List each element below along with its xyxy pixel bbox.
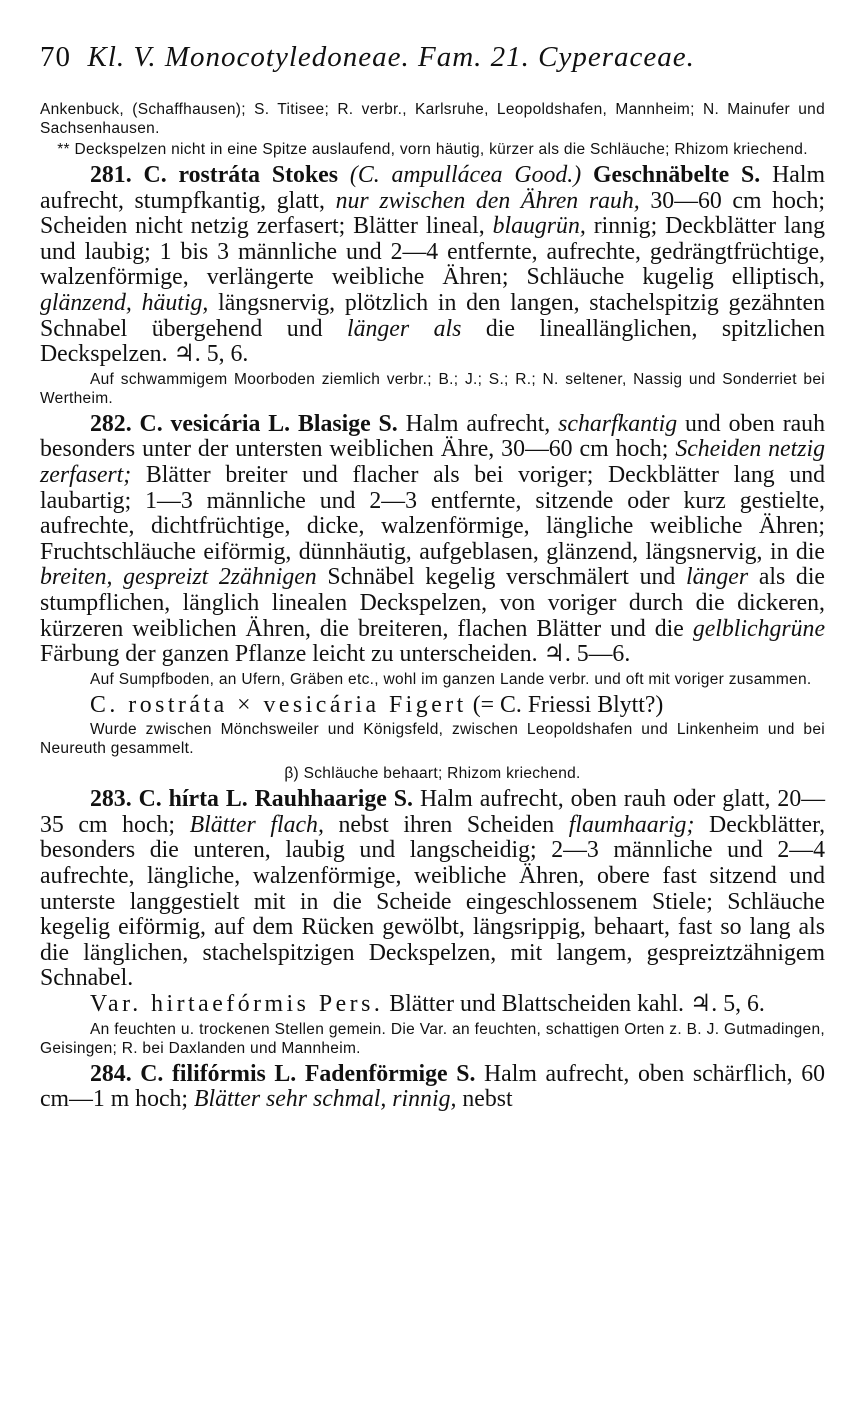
species-281-description (40, 163, 825, 368)
running-title: Kl. V. Monocotyledoneae. Fam. 21. Cyperaceae. (87, 41, 695, 73)
italic-run: Blätter flach, (189, 811, 324, 838)
species-282-description (40, 412, 825, 668)
italic-run: nur zwischen den Ähren rauh, (335, 187, 640, 214)
group-key-deckspelzen: ** Deckspelzen nicht in eine Spitze auslaufend, vorn häutig, kürzer als die Schläuche; Rhizom kriechend. (57, 141, 808, 158)
italic-run: breiten, gespreizt 2zähnigen (40, 564, 317, 591)
species-284-common-name: Fadenförmige S. (304, 1060, 476, 1087)
text-run: rinnig; Deckblätter lang und laubig; 1 bis 3 männliche und 2—4 entfernte, aufrechte, gedrängtfrüchtige, walzenförmige, verlängerte weibliche Ähren; Schläuche kugelig elliptisch, (40, 213, 825, 291)
hybrid-name: C. rostráta × vesicária Figert (90, 691, 467, 718)
text-run: als die stumpflichen, länglich linealen Deckspelzen, von voriger durch die dickeren, kürzeren weiblichen Ähren, die breiteren, flachen Blätter und die (40, 564, 825, 642)
text-run: die lineallänglichen, spitzlichen Deckspelzen. ♃. 5, 6. (40, 315, 825, 368)
italic-run: blaugrün, (492, 213, 586, 240)
text-run: (= C. Friessi Blytt?) (472, 691, 664, 718)
species-282-name: 282. C. vesicária L. (90, 410, 291, 437)
italic-run: flaumhaarig; (568, 811, 695, 838)
italic-run: glänzend, häutig, (40, 289, 209, 316)
page-header (40, 30, 825, 84)
text-run: Blätter breiter und flacher als bei voriger; Deckblätter lang und laubartig; 1—3 männliche und 2—3 entfernte, sitzende oder kurz gestielte, aufrechte, dichtfrüchtige, dicke, walzenförmige, längliche weibliche Ähren; Fruchtschläuche eiförmig, dünnhäutig, aufgeblasen, glänzend, längsnervig, in die (40, 461, 825, 565)
italic-run: Scheiden netzig zerfasert; (40, 436, 825, 488)
text-run: Färbung der ganzen Pflanze leicht zu unterscheiden. ♃. 5—6. (40, 641, 631, 668)
species-283-common-name: Rauhhaarige S. (254, 786, 413, 813)
species-284-description (40, 1062, 825, 1113)
italic-run: Blätter sehr schmal, rinnig, (194, 1086, 457, 1113)
text-run: und oben rauh besonders unter der untersten weiblichen Ähre, 30—60 cm hoch; (40, 410, 825, 463)
species-283-habitat: An feuchten u. trockenen Stellen gemein. Die Var. an feuchten, schattigen Orten z. B. J. Gutmadingen, Geisingen; R. bei Daxlanden und Mannheim. (40, 1020, 825, 1057)
species-283-description (40, 787, 825, 992)
species-284-name: 284. C. filifórmis L. (90, 1060, 297, 1087)
text-run: 30—60 cm hoch; Scheiden nicht netzig zerfasert; Blätter lineal, (40, 187, 826, 240)
species-282-common-name: Blasige S. (297, 410, 398, 437)
species-281-habitat: Auf schwammigem Moorboden ziemlich verbr.; B.; J.; S.; R.; N. seltener, Nassig und Sonderriet bei Wertheim. (40, 370, 825, 407)
text-run: Blätter und Blattscheiden kahl. ♃. 5, 6. (389, 991, 765, 1018)
hybrid-locality: Wurde zwischen Mönchsweiler und Königsfeld, zwischen Leopoldshafen und Linkenheim und bei Neureuth gesammelt. (40, 721, 825, 758)
text-run: Halm aufrecht, (405, 410, 551, 437)
species-281-name: 281. C. rostráta Stokes (90, 162, 339, 188)
text-run: nebst (462, 1086, 513, 1113)
species-283-name: 283. C. hírta L. (90, 786, 248, 813)
italic-run: länger (685, 564, 749, 591)
text-run: Halm aufrecht, oben rauh oder glatt, 20—35 cm hoch; (40, 786, 826, 838)
italic-run: länger als (347, 315, 462, 342)
species-282-habitat: Auf Sumpfboden, an Ufern, Gräben etc., wohl im ganzen Lande verbr. und oft mit voriger zusammen. (90, 670, 812, 688)
page-content (40, 30, 825, 1113)
text-run: längsnervig, plötzlich in den langen, stachelspitzig gezähnten Schnabel übergehend und (40, 289, 825, 342)
species-281-common-name: Geschnäbelte S. (593, 162, 761, 188)
hybrid-description (40, 693, 825, 719)
locality-paragraph: Ankenbuck, (Schaffhausen); S. Titisee; R. verbr., Karlsruhe, Leopoldshafen, Mannheim; N. Mainufer und Sachsenhausen. (40, 101, 825, 137)
page-number: 70 (40, 41, 71, 73)
text-run: Deckblätter, besonders die unteren, laubig und langscheidig; 2—3 männliche und 2—4 aufrechte, längliche, walzenförmige, weibliche Ähren, obere fast sitzend und unterste langgestielt mit in die Scheide eingeschlossenem Stiele; Schläuche kegelig eiförmig, auf dem Rücken gewölbt, längsrippig, behaart, fast so lang als die länglichen, stachelspitzigen Deckspelzen, mit langem, gespreiztzähnigem Schnabel. (40, 811, 826, 992)
italic-run: scharfkantig (558, 410, 678, 437)
species-281-synonym: (C. ampullácea Good.) (349, 162, 582, 188)
text-run: Halm aufrecht, oben schärflich, 60 cm—1 m hoch; (40, 1060, 825, 1113)
italic-run: gelblichgrüne (692, 615, 826, 642)
variety-description (40, 992, 825, 1018)
text-run: Schnäbel kegelig verschmälert und (327, 564, 676, 591)
group-key-beta: β) Schläuche behaart; Rhizom kriechend. (284, 765, 581, 783)
variety-name: Var. hirtaefórmis Pers. (90, 991, 384, 1018)
text-run: nebst ihren Scheiden (338, 811, 555, 838)
text-run: Halm aufrecht, stumpfkantig, glatt, (40, 162, 825, 214)
